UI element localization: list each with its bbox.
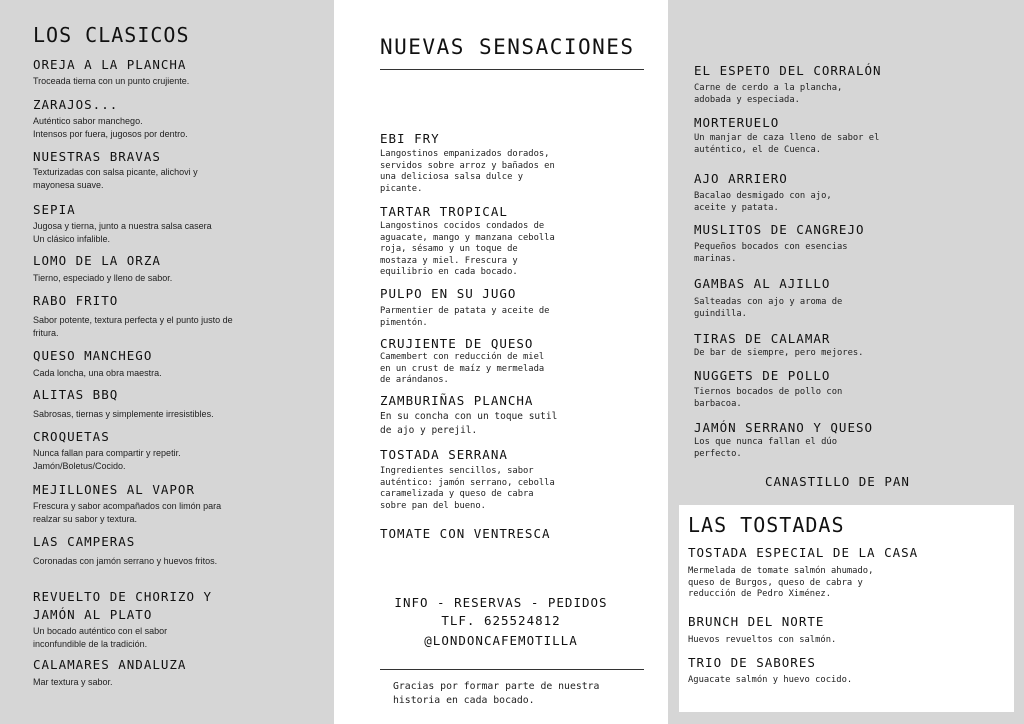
menu-item-desc: Pequeños bocados con esencias marinas. <box>694 242 848 264</box>
menu-item-desc: Ingredientes sencillos, sabor auténtico: jamón serrano, cebolla caramelizada y queso de cabra sobre pan del bueno. <box>380 466 555 511</box>
menu-item-name: EBI FRY <box>380 131 440 146</box>
menu-item-name: JAMÓN SERRANO Y QUESO <box>694 420 874 435</box>
section-title: NUEVAS SENSACIONES <box>380 35 635 59</box>
menu-item-desc: Frescura y sabor acompañados con limón para realzar su sabor y textura. <box>33 501 222 524</box>
menu-item-desc: Tierno, especiado y lleno de sabor. <box>33 273 173 283</box>
menu-item-name: EL ESPETO DEL CORRALÓN <box>694 63 882 78</box>
menu-item-desc: En su concha con un toque sutil de ajo y perejil. <box>380 411 558 436</box>
menu-item-name: MEJILLONES AL VAPOR <box>33 482 195 497</box>
menu-item-name: TOSTADA SERRANA <box>380 447 508 462</box>
column-los-clasicos <box>0 0 334 724</box>
menu-item-desc: Un bocado auténtico con el sabor inconfundible de la tradición. <box>33 626 168 649</box>
menu-item-name: QUESO MANCHEGO <box>33 348 153 363</box>
menu-item-desc: Parmentier de patata y aceite de pimentón. <box>380 306 550 328</box>
menu-item-name: CRUJIENTE DE QUESO <box>380 336 534 351</box>
phone-number[interactable]: TLF. 625524812 <box>441 613 561 628</box>
menu-item-desc: Langostinos cocidos condados de aguacate, mango y manzana cebolla roja, sésamo y un toque de mostaza y miel. Frescura y equilibrio en cada bocado. <box>380 221 555 277</box>
menu-item-desc: Mar textura y sabor. <box>33 677 113 687</box>
menu-item-desc: De bar de siempre, pero mejores. <box>694 348 864 358</box>
footer-text: Gracias por formar parte de nuestra historia en cada bocado. <box>393 681 600 706</box>
menu-item-desc: Troceada tierna con un punto crujiente. <box>33 76 190 86</box>
menu-item-name: ZARAJOS... <box>33 97 119 112</box>
menu-item-name: TOSTADA ESPECIAL DE LA CASA <box>688 545 919 560</box>
footer-divider <box>380 669 644 670</box>
menu-item-name: PULPO EN SU JUGO <box>380 286 517 301</box>
menu-item-desc: Huevos revueltos con salmón. <box>688 635 837 645</box>
menu-item-desc: Auténtico sabor manchego. Intensos por fuera, jugosos por dentro. <box>33 116 188 139</box>
menu-item-name: MORTERUELO <box>694 115 780 130</box>
menu-item-desc: Sabrosas, tiernas y simplemente irresistibles. <box>33 409 214 419</box>
section-title: LAS TOSTADAS <box>688 513 845 537</box>
menu-item-name: CALAMARES ANDALUZA <box>33 657 187 672</box>
menu-item-name: GAMBAS AL AJILLO <box>694 276 831 291</box>
menu-item-name: SEPIA <box>33 202 76 217</box>
menu-item-desc: Camembert con reducción de miel en un crust de maíz y mermelada de arándanos. <box>380 352 545 385</box>
menu-item-desc: Sabor potente, textura perfecta y el punto justo de fritura. <box>33 315 233 338</box>
menu-item-desc: Mermelada de tomate salmón ahumado, queso de Burgos, queso de cabra y reducción de Pedro Ximénez. <box>688 566 874 599</box>
menu-item-name: ZAMBURIÑAS PLANCHA <box>380 393 534 408</box>
info-line: INFO - RESERVAS - PEDIDOS <box>394 595 608 610</box>
menu-item-name: TARTAR TROPICAL <box>380 204 508 219</box>
menu-item-name: AJO ARRIERO <box>694 171 788 186</box>
social-handle[interactable]: @LONDONCAFEMOTILLA <box>424 633 578 648</box>
menu-item-name: MUSLITOS DE CANGREJO <box>694 222 865 237</box>
menu-item-desc: Los que nunca fallan el dúo perfecto. <box>694 437 837 459</box>
menu-item-name: LAS CAMPERAS <box>33 534 136 549</box>
menu-item-desc: Texturizadas con salsa picante, alichovi y mayonesa suave. <box>33 167 198 190</box>
menu-item-desc: Carne de cerdo a la plancha, adobada y especiada. <box>694 83 843 105</box>
title-divider <box>380 69 644 70</box>
menu-item-desc: Salteadas con ajo y aroma de guindilla. <box>694 297 843 319</box>
menu-item-name: BRUNCH DEL NORTE <box>688 614 825 629</box>
bread-basket: CANASTILLO DE PAN <box>765 474 910 489</box>
menu-item-desc: Aguacate salmón y huevo cocido. <box>688 675 853 685</box>
tostadas-panel <box>679 505 1014 712</box>
menu-item-desc: Un manjar de caza lleno de sabor el auténtico, el de Cuenca. <box>694 133 880 155</box>
section-title: LOS CLASICOS <box>33 23 190 47</box>
menu-item-desc: Nunca fallan para compartir y repetir. Jamón/Boletus/Cocido. <box>33 448 181 471</box>
menu-item-name: TOMATE CON VENTRESCA <box>380 526 551 541</box>
menu-item-name: LOMO DE LA ORZA <box>33 253 161 268</box>
menu-item-name: RABO FRITO <box>33 293 119 308</box>
menu-item-desc: Tiernos bocados de pollo con barbacoa. <box>694 387 843 409</box>
menu-item-desc: Langostinos empanizados dorados, servidos sobre arroz y bañados en una deliciosa salsa dulce y picante. <box>380 149 555 194</box>
menu-item-name: NUGGETS DE POLLO <box>694 368 831 383</box>
menu-item-desc: Jugosa y tierna, junto a nuestra salsa casera Un clásico infalible. <box>33 221 212 244</box>
menu-item-name: TRIO DE SABORES <box>688 655 816 670</box>
column-nuevas-sensaciones <box>334 0 668 724</box>
menu-item-name: CROQUETAS <box>33 429 110 444</box>
menu-item-name: TIRAS DE CALAMAR <box>694 331 831 346</box>
menu-item-name: REVUELTO DE CHORIZO Y JAMÓN AL PLATO <box>33 589 213 622</box>
menu-item-name: NUESTRAS BRAVAS <box>33 149 161 164</box>
menu-item-name: ALITAS BBQ <box>33 387 119 402</box>
menu-item-name: OREJA A LA PLANCHA <box>33 57 187 72</box>
menu-item-desc: Cada loncha, una obra maestra. <box>33 368 162 378</box>
menu-item-desc: Bacalao desmigado con ajo, aceite y patata. <box>694 191 832 213</box>
menu-item-desc: Coronadas con jamón serrano y huevos fritos. <box>33 556 218 566</box>
